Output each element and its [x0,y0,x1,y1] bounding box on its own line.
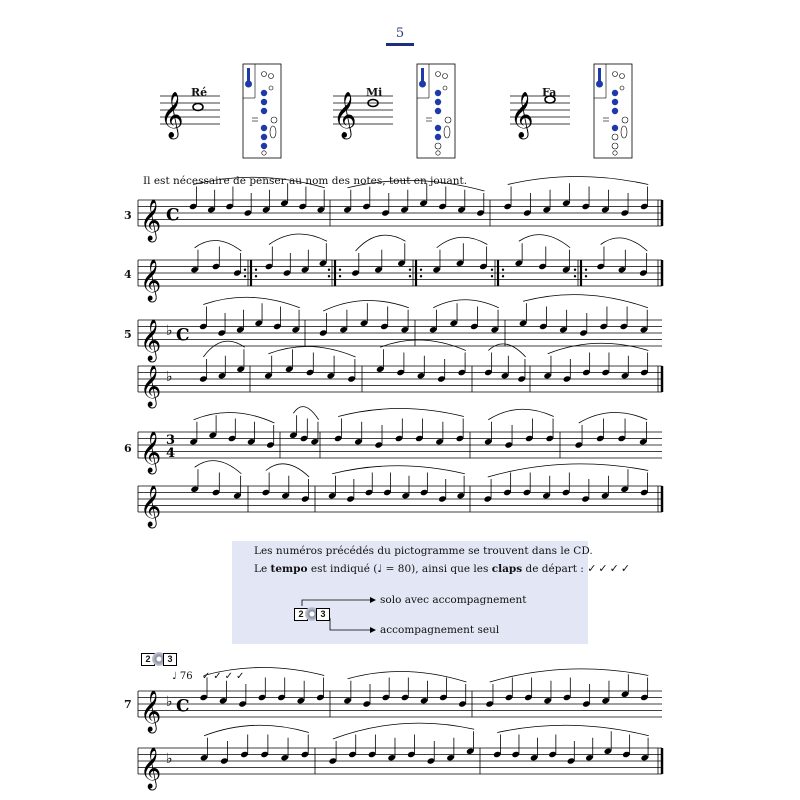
slur [579,412,648,423]
info-line-cd: Les numéros précédés du pictogramme se trouvent dans le CD. [254,545,593,557]
slur [490,669,649,682]
time-signature-top: 3 [166,433,176,448]
repeat-dot [328,275,330,277]
slur [497,725,649,736]
quarter-note-icon: ♩ [172,671,177,682]
info-tempo-mid: est indiqué ( [307,563,378,575]
slur [548,343,649,354]
flat-sign-icon: ♭ [166,751,173,767]
repeat-dot [409,269,411,271]
cd-badge-exercise-7 [141,652,177,666]
repeat-dot [585,269,587,271]
slur [293,407,318,420]
repeat-dot [339,269,341,271]
page-number: 5 [395,26,405,41]
slur [437,237,488,248]
slur [380,340,466,351]
repeat-dot [255,275,257,277]
cd-track-right: 3 [316,608,330,621]
slur [266,464,309,477]
treble-clef-icon: 𝄞 [140,260,162,301]
flat-sign-icon: ♭ [166,323,173,339]
slur [193,177,325,188]
instruction-text: Il est nécessaire de penser au nom des notes, tout en jouant. [143,175,468,187]
flat-sign-icon: ♭ [166,369,173,385]
info-tempo-pre: Le [254,563,271,575]
treble-clef-icon: 𝄞 [140,691,162,732]
treble-clef-icon: 𝄞 [140,366,162,407]
info-tempo-word: tempo [270,563,308,575]
slur [348,671,467,682]
tempo-marking-7 [172,671,247,682]
repeat-dot [491,269,493,271]
slur [356,235,406,251]
repeat-dot [420,275,422,277]
info-claps-word: claps [491,563,523,575]
slur [195,461,242,474]
clap-marks-icon: ✓✓✓✓ [587,562,633,575]
repeat-dot [574,269,576,271]
slur [348,180,485,191]
slur [488,464,648,477]
slur [268,346,355,357]
exercise-number-6: 6 [124,442,132,455]
slur [203,341,244,357]
slur [332,466,465,474]
info-line-tempo [254,562,632,575]
note-name-re: Ré [191,86,208,99]
label-solo: solo avec accompagnement [380,594,527,606]
treble-clef-icon: 𝄞 [333,92,357,138]
repeat-dot [574,275,576,277]
time-signature-c: C [166,205,180,226]
note-name-mi: Mi [366,86,383,99]
slur [601,238,648,251]
quarter-note-icon: ♩ [377,563,383,575]
exercise-number-5: 5 [124,328,132,341]
treble-clef-icon: 𝄞 [140,748,162,789]
repeat-dot [502,275,504,277]
info-tempo-value: = 80), ainsi que les [382,563,492,575]
info-tempo-post: de départ : [522,563,584,575]
slur [519,235,570,248]
cd-track-left: 2 [141,653,155,666]
repeat-dot [491,275,493,277]
repeat-dot [502,269,504,271]
slur [194,412,275,423]
note-name-fa: Fa [542,86,557,99]
repeat-dot [255,269,257,271]
slur [195,240,242,251]
slur [488,409,554,420]
time-signature-c: C [176,325,190,346]
slur [523,295,648,308]
treble-clef-icon: 𝄞 [510,92,534,138]
slur [203,297,300,308]
time-signature-c: C [176,696,190,717]
slur [338,409,464,417]
repeat-dot [339,275,341,277]
treble-clef-icon: 𝄞 [140,432,162,473]
repeat-dot [420,269,422,271]
repeat-dot [585,275,587,277]
repeat-dot [409,275,411,277]
cd-track-right: 3 [163,653,177,666]
slur [323,300,409,311]
treble-clef-icon: 𝄞 [140,200,162,241]
time-signature-bottom: 4 [166,446,176,461]
treble-clef-icon: 𝄞 [160,92,184,138]
slur [333,723,474,739]
slur [204,725,309,736]
flat-sign-icon: ♭ [166,694,173,710]
cd-track-left: 2 [294,608,308,621]
slur [433,300,499,308]
repeat-dot [328,269,330,271]
slur [508,177,649,185]
exercise-number-3: 3 [124,209,132,222]
treble-clef-icon: 𝄞 [140,486,162,527]
repeat-dot [244,275,246,277]
repeat-dot [244,269,246,271]
tempo-value: 76 [179,671,193,682]
exercise-number-4: 4 [124,268,132,281]
slur [269,234,327,245]
treble-clef-icon: 𝄞 [140,320,162,361]
label-accompaniment: accompagnement seul [380,624,500,636]
exercise-number-7: 7 [124,698,132,711]
cd-legend-arrows [290,596,380,636]
clap-marks-icon: ✓✓✓✓ [201,671,248,682]
